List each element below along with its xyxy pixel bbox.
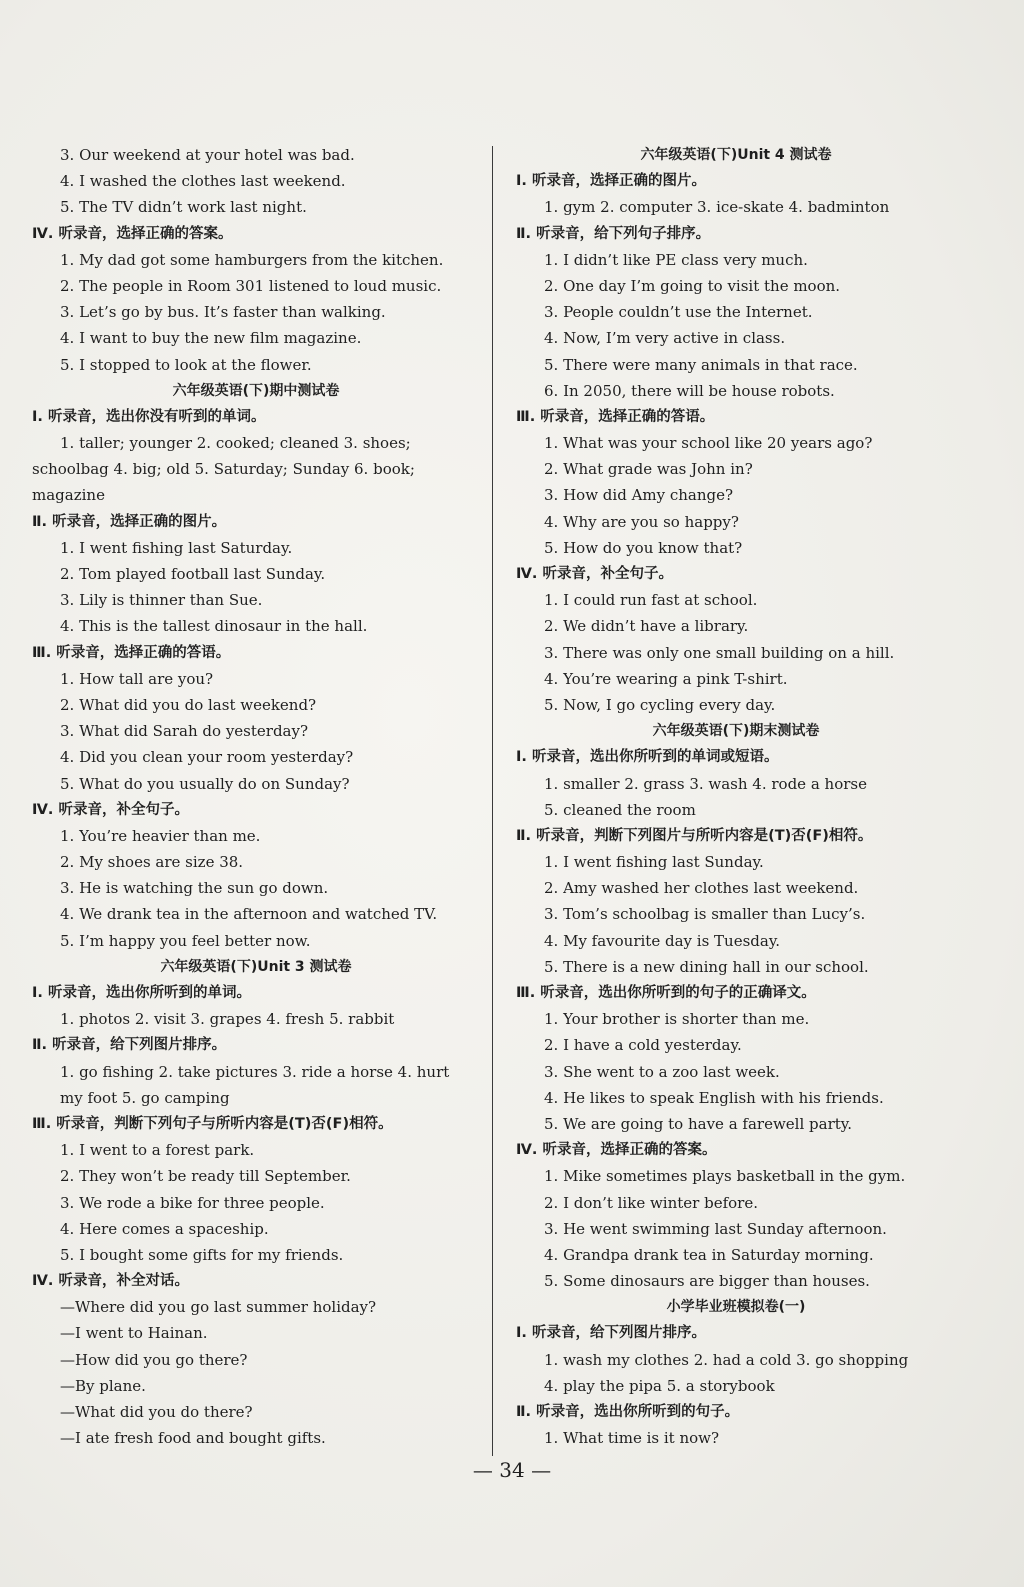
- text-line: 5. I’m happy you feel better now.: [60, 931, 311, 950]
- text-line: 2. My shoes are size 38.: [60, 853, 244, 872]
- text-line: 4. Did you clean your room yesterday?: [60, 748, 354, 767]
- text-line: 3. We rode a bike for three people.: [60, 1193, 325, 1212]
- text-line: 5. I stopped to look at the flower.: [60, 355, 312, 374]
- text-line: 2. What did you do last weekend?: [60, 695, 317, 714]
- text-line: 4. Grandpa drank tea in Saturday morning.: [544, 1245, 874, 1264]
- question-heading: Ⅱ. 听录音，给下列图片排序。: [32, 1037, 227, 1054]
- text-line: 5. The TV didn’t work last night.: [60, 198, 307, 217]
- text-line: 5. There were many animals in that race.: [544, 355, 858, 374]
- text-line: 4. play the pipa 5. a storybook: [544, 1376, 775, 1395]
- text-line: 1. My dad got some hamburgers from the kitchen.: [60, 250, 444, 269]
- text-line: 5. cleaned the room: [544, 800, 696, 819]
- text-line: 2. One day I’m going to visit the moon.: [544, 276, 841, 295]
- text-line: 5. Some dinosaurs are bigger than houses.: [544, 1272, 870, 1291]
- text-line: 1. wash my clothes 2. had a cold 3. go shopping: [544, 1350, 909, 1369]
- question-heading: Ⅰ. 听录音，选出你所听到的单词。: [32, 985, 251, 1001]
- text-line: 1. I went fishing last Saturday.: [60, 538, 293, 557]
- question-heading: Ⅲ. 听录音，选择正确的答语。: [32, 644, 231, 661]
- text-line: 2. What grade was John in?: [544, 460, 753, 479]
- text-line: 2. The people in Room 301 listened to loud music.: [60, 276, 442, 295]
- text-line: 1. photos 2. visit 3. grapes 4. fresh 5. rabbit: [60, 1010, 395, 1029]
- text-line: —How did you go there?: [60, 1350, 248, 1369]
- text-line: —I ate fresh food and bought gifts.: [60, 1429, 326, 1448]
- text-line: 4. My favourite day is Tuesday.: [544, 931, 781, 950]
- text-line: 4. I washed the clothes last weekend.: [60, 172, 346, 191]
- text-line: 2. They won’t be ready till September.: [60, 1167, 351, 1186]
- text-line: 4. You’re wearing a pink T-shirt.: [544, 669, 788, 688]
- text-line: 3. How did Amy change?: [544, 486, 734, 505]
- text-line: 2. We didn’t have a library.: [544, 617, 749, 636]
- text-line: —What did you do there?: [60, 1403, 253, 1421]
- question-heading: Ⅳ. 听录音，补全句子。: [516, 566, 673, 582]
- text-line: 1. What was your school like 20 years ago?: [544, 434, 873, 453]
- question-heading: Ⅲ. 听录音，选出你所听到的句子的正确译文。: [516, 985, 816, 1001]
- question-heading: Ⅳ. 听录音，选择正确的答案。: [32, 225, 233, 242]
- text-line: 3. Our weekend at your hotel was bad.: [60, 146, 355, 164]
- text-line: 5. How do you know that?: [544, 538, 743, 557]
- text-line: 1. How tall are you?: [60, 669, 214, 688]
- text-line: 1. gym 2. computer 3. ice-skate 4. badminton: [544, 198, 890, 217]
- text-line: 1. smaller 2. grass 3. wash 4. rode a horse: [544, 774, 867, 793]
- question-heading: Ⅱ. 听录音，给下列句子排序。: [516, 225, 711, 242]
- text-line: —I went to Hainan.: [60, 1324, 208, 1343]
- text-line: 1. I went fishing last Sunday.: [544, 853, 764, 872]
- text-line: magazine: [32, 486, 105, 505]
- text-line: 1. I went to a forest park.: [60, 1141, 255, 1160]
- text-line: 5. What do you usually do on Sunday?: [60, 774, 350, 793]
- question-heading: Ⅰ. 听录音，选出你所听到的单词或短语。: [516, 749, 779, 766]
- text-line: 4. Now, I’m very active in class.: [544, 329, 786, 348]
- text-line: 1. You’re heavier than me.: [60, 826, 261, 845]
- page-number: — 34 —: [472, 1458, 552, 1482]
- text-line: 2. Amy washed her clothes last weekend.: [544, 879, 859, 898]
- text-line: 3. People couldn’t use the Internet.: [544, 303, 813, 322]
- text-line: 3. She went to a zoo last week.: [544, 1062, 780, 1081]
- text-line: 1. I didn’t like PE class very much.: [544, 250, 808, 269]
- text-line: —Where did you go last summer holiday?: [60, 1298, 377, 1317]
- text-line: 3. There was only one small building on a hill.: [544, 643, 895, 662]
- text-line: 2. Tom played football last Sunday.: [60, 565, 326, 583]
- text-line: 3. What did Sarah do yesterday?: [60, 722, 309, 741]
- question-heading: Ⅱ. 听录音，选择正确的图片。: [32, 513, 227, 530]
- question-heading: Ⅳ. 听录音，补全对话。: [32, 1273, 189, 1290]
- question-heading: Ⅰ. 听录音，选择正确的图片。: [516, 173, 706, 190]
- text-line: 1. taller; younger 2. cooked; cleaned 3. shoes;: [60, 434, 411, 453]
- text-line: 2. I have a cold yesterday.: [544, 1036, 742, 1055]
- question-heading: Ⅳ. 听录音，补全句子。: [32, 801, 189, 818]
- text-line: 5. There is a new dining hall in our school.: [544, 957, 869, 976]
- question-heading: Ⅲ. 听录音，选择正确的答语。: [516, 408, 715, 425]
- text-line: 3. He went swimming last Sunday afternoon.: [544, 1219, 887, 1238]
- text-line: my foot 5. go camping: [60, 1088, 230, 1107]
- text-line: 4. I want to buy the new film magazine.: [60, 329, 362, 348]
- text-line: 5. Now, I go cycling every day.: [544, 695, 776, 714]
- text-line: 4. Why are you so happy?: [544, 512, 739, 531]
- text-line: 3. Lily is thinner than Sue.: [60, 591, 263, 610]
- text-line: 3. Tom’s schoolbag is smaller than Lucy’s.: [544, 905, 866, 924]
- text-line: 2. I don’t like winter before.: [544, 1193, 758, 1212]
- text-line: 3. He is watching the sun go down.: [60, 879, 329, 898]
- text-line: 1. What time is it now?: [544, 1429, 720, 1448]
- question-heading: Ⅰ. 听录音，给下列图片排序。: [516, 1325, 706, 1342]
- text-line: 1. go fishing 2. take pictures 3. ride a horse 4. hurt: [60, 1062, 450, 1081]
- text-line: —By plane.: [60, 1376, 146, 1395]
- text-line: 5. We are going to have a farewell party.: [544, 1114, 853, 1133]
- question-heading: Ⅲ. 听录音，判断下列句子与所听内容是(T)否(F)相符。: [32, 1115, 393, 1132]
- text-line: 4. We drank tea in the afternoon and watched TV.: [60, 905, 438, 924]
- right-column: [516, 142, 956, 1451]
- question-heading: Ⅱ. 听录音，选出你所听到的句子。: [516, 1404, 740, 1420]
- question-heading: Ⅱ. 听录音，判断下列图片与所听内容是(T)否(F)相符。: [516, 827, 873, 844]
- section-title: 六年级英语(下)期末测试卷: [652, 723, 820, 740]
- text-line: 5. I bought some gifts for my friends.: [60, 1245, 344, 1264]
- text-line: schoolbag 4. big; old 5. Saturday; Sunday 6. book;: [32, 460, 415, 479]
- section-title: 六年级英语(下)Unit 3 测试卷: [160, 958, 352, 975]
- text-line: 4. Here comes a spaceship.: [60, 1219, 269, 1238]
- text-line: 4. He likes to speak English with his friends.: [544, 1088, 884, 1107]
- text-line: 4. This is the tallest dinosaur in the hall.: [60, 617, 368, 636]
- text-line: 1. Mike sometimes plays basketball in the gym.: [544, 1167, 906, 1186]
- text-line: 3. Let’s go by bus. It’s faster than walking.: [60, 303, 386, 322]
- column-divider: [492, 146, 493, 1456]
- left-column: [32, 142, 480, 1451]
- section-title: 小学毕业班模拟卷(一): [666, 1299, 806, 1316]
- section-title: 六年级英语(下)期中测试卷: [172, 382, 340, 399]
- question-heading: Ⅰ. 听录音，选出你没有听到的单词。: [32, 408, 266, 425]
- section-title: 六年级英语(下)Unit 4 测试卷: [640, 147, 832, 163]
- text-line: 1. Your brother is shorter than me.: [544, 1010, 810, 1029]
- text-line: 1. I could run fast at school.: [544, 591, 758, 610]
- question-heading: Ⅳ. 听录音，选择正确的答案。: [516, 1142, 717, 1159]
- text-line: 6. In 2050, there will be house robots.: [544, 381, 835, 400]
